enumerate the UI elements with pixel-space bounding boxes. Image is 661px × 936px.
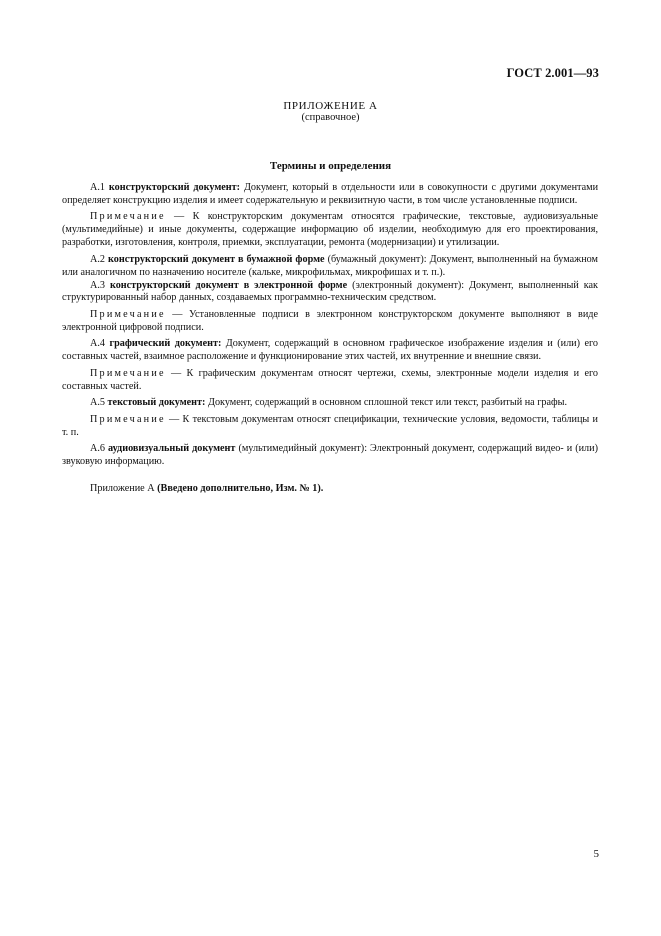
definition-number: А.3 — [90, 279, 110, 291]
note-label: Примечание — [90, 367, 166, 379]
term: конструкторский документ в бумажной форме — [108, 253, 325, 265]
definition-text: (электронный документ): Документ, выполненный как структурированный набор данных, создаваемых программно-техническим средством. — [62, 279, 599, 304]
note-a4 — [62, 368, 598, 394]
definition-a3 — [62, 280, 598, 306]
definition-a4 — [62, 338, 598, 364]
note-label: Примечание — [90, 413, 166, 425]
definition-number: А.1 — [90, 182, 109, 193]
definition-number: А.6 — [90, 443, 109, 455]
term: аудиовизуальный документ — [108, 443, 236, 455]
note-a5 — [62, 414, 598, 440]
note-text: — К графическим документам относят чертежи, схемы, электронные модели изделия и его составных частей. — [62, 367, 598, 392]
definition-a2 — [62, 254, 598, 280]
term: графический документ: — [109, 338, 222, 350]
definition-text: Документ, который в отдельности или в совокупности с другими документами определяет конструкцию изделия и имеет содержательную и реквизитную части, в том числе установленные подписи. — [62, 182, 599, 206]
document-body — [62, 182, 598, 506]
note-text: — К текстовым документам относят спецификации, технические условия, ведомости, таблицы и т. п. — [62, 413, 598, 438]
definition-text: Документ, содержащий в основном графическое изображение изделия и (или) его составных частей, взаимное расположение и функционирование этих частей, их внутренние и внешние связи. — [62, 338, 598, 363]
definition-a5 — [62, 397, 598, 410]
note-a3 — [62, 309, 598, 335]
note-a1 — [62, 211, 598, 250]
document-code: ГОСТ 2.001—93 — [506, 66, 599, 80]
definition-number: А.2 — [90, 253, 109, 265]
definition-text: (мультимедийный документ): Электронный документ, содержащий видео- и (или) звуковую информацию. — [62, 443, 598, 467]
appendix-title: ПРИЛОЖЕНИЕ А — [283, 100, 378, 112]
amendment-text: (Введено дополнительно, Изм. № 1). — [157, 482, 324, 494]
definition-text: Документ, содержащий в основном сплошной текст или текст, разбитый на графы. — [205, 397, 568, 409]
term: конструкторский документ в электронной форме — [109, 279, 348, 291]
definition-text: (бумажный документ): Документ, выполненный на бумажном или аналогичном по назначению носителе (кальке, микрофильмах, микрофишах и т. п.). — [62, 253, 599, 278]
amendment-note — [62, 483, 598, 496]
definition-number: А.4 — [90, 338, 110, 350]
section-title: Термины и определения — [269, 160, 392, 172]
definition-a1 — [62, 182, 598, 208]
definition-number: А.5 — [90, 397, 108, 409]
note-text: — К конструкторским документам относятся графические, текстовые, аудиовизуальные (мультимедийные) и иные документы, содержащие информацию об изделии, необходимую для его проектирования, разработки, изготовления, контроля, приемки, эксплуатации, ремонта (модернизации) и утилизации. — [62, 211, 598, 249]
page-number: 5 — [593, 848, 599, 860]
appendix-subtitle: (справочное) — [301, 112, 360, 123]
term: текстовый документ: — [107, 397, 206, 409]
definition-a6 — [62, 443, 598, 469]
note-text: — Установленные подписи в электронном конструкторском документе выполняют в виде электронной цифровой подписи. — [62, 308, 598, 333]
amendment-prefix: Приложение А — [90, 482, 158, 494]
term: конструкторский документ: — [108, 182, 241, 193]
note-label: Примечание — [90, 308, 166, 320]
note-label: Примечание — [90, 211, 166, 223]
